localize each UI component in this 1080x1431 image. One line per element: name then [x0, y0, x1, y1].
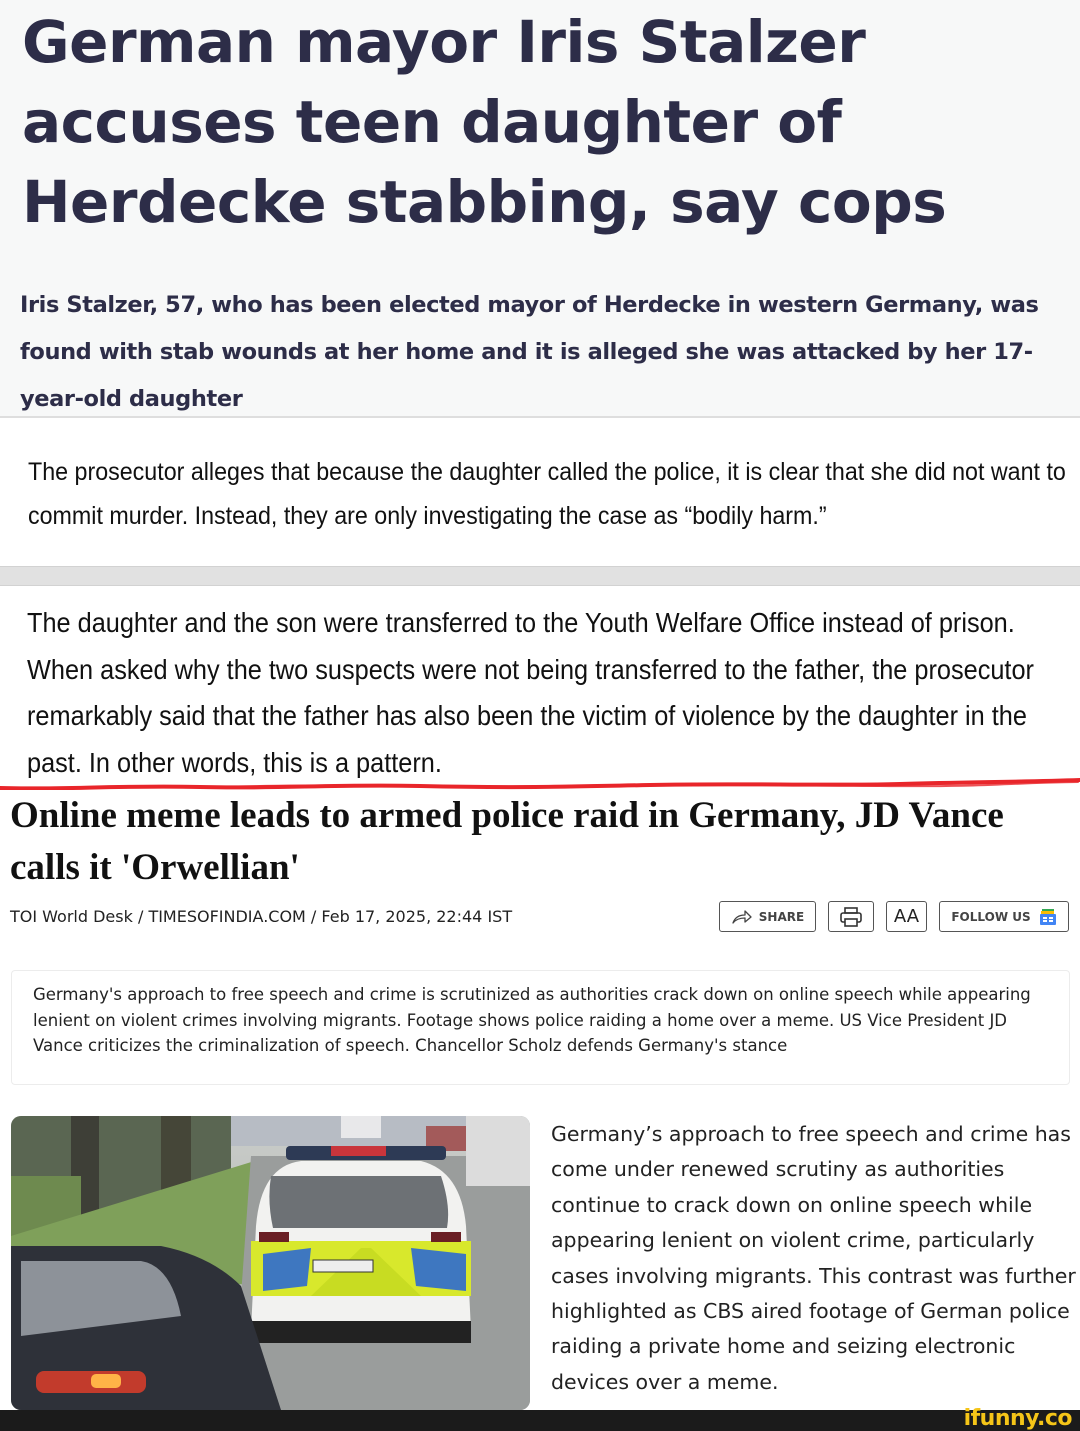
article-body: Germany’s approach to free speech and crime has come under renewed scrutiny as authorities continue to crack down on online speech while appearing lenient on violent crime, particularly cases involving migrants. This contrast was further highlighted as CBS aired footage of German police raiding a private home and seizing electronic devices over a meme.	[551, 1122, 1076, 1394]
headline-stalzer: German mayor Iris Stalzer accuses teen daughter of Herdecke stabbing, say cops	[22, 8, 947, 236]
share-label: SHARE	[758, 909, 805, 924]
police-car-photo[interactable]	[11, 1116, 530, 1410]
ifunny-watermark: ifunny.co	[963, 1406, 1072, 1431]
toi-article	[0, 790, 1080, 1410]
section-divider	[0, 566, 1080, 586]
quote-text-pattern: The daughter and the son were transferred to the Youth Welfare Office instead of prison. When asked why the two suspects were not being transferred to the father, the prosecutor remarkably said that the father has also been the victim of violence by the daughter in the past. In other words, this is a pattern.	[27, 607, 1034, 778]
article-toolbar	[719, 901, 1069, 933]
prosecutor-quote-block	[0, 420, 1080, 566]
summary-text: Germany's approach to free speech and crime is scrutinized as authorities crack down on online speech while appearing lenient on violent crimes involving migrants. Footage shows police raiding a home over a meme. US Vice President JD Vance criticizes the criminalization of speech. Chancellor Scholz defends Germany's stance	[33, 985, 1031, 1055]
font-size-button[interactable]	[886, 901, 927, 932]
byline: TOI World Desk / TIMESOFINDIA.COM / Feb 17, 2025, 22:44 IST	[10, 907, 513, 926]
quote-text-bodily-harm: The prosecutor alleges that because the daughter called the police, it is clear that she did not want to commit murder. Instead, they are only investigating the case as “bodily harm.”	[28, 458, 1066, 530]
article-dek: Iris Stalzer, 57, who has been elected mayor of Herdecke in western Germany, was found with stab wounds at her home and it is alleged she was attacked by her 17-year-old daughter	[20, 292, 1039, 412]
print-button[interactable]	[828, 901, 874, 932]
font-size-label: AA	[893, 906, 920, 927]
headline-orwellian: Online meme leads to armed police raid in Germany, JD Vance calls it 'Orwellian'	[10, 795, 1004, 888]
watermark-bar	[0, 1406, 1080, 1431]
article-header-stalzer	[0, 0, 1080, 418]
google-news-icon	[1039, 908, 1057, 926]
police-car-image	[11, 1116, 530, 1410]
follow-us-button[interactable]	[939, 901, 1069, 932]
printer-icon	[839, 906, 863, 928]
share-button[interactable]	[719, 901, 816, 932]
follow-label: FOLLOW US	[951, 909, 1031, 924]
share-arrow-icon	[731, 909, 753, 925]
youth-welfare-quote-block	[0, 586, 1080, 786]
article-summary-box	[11, 970, 1070, 1085]
